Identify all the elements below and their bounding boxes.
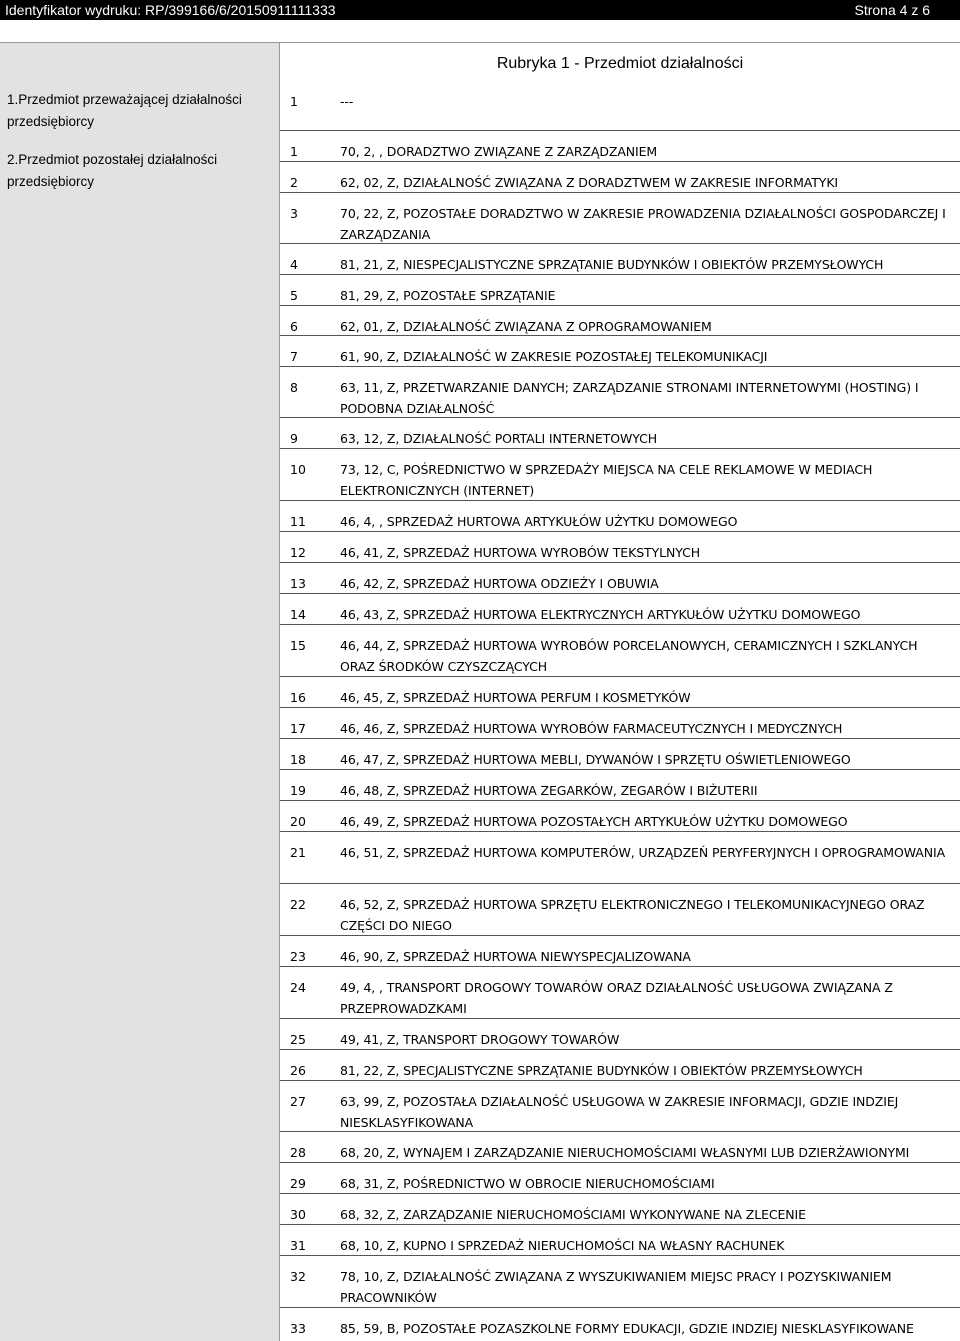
row-text: ---: [340, 94, 354, 109]
row-text: 70, 22, Z, POZOSTAŁE DORADZTWO W ZAKRESIE PROWADZENIA DZIAŁALNOŚCI GOSPODARCZEJ I ZARZĄDZANIA: [340, 206, 946, 242]
row-text: 46, 44, Z, SPRZEDAŻ HURTOWA WYROBÓW PORCELANOWYCH, CERAMICZNYCH I SZKLANYCH ORAZ ŚRODKÓW CZYSZCZĄCYCH: [340, 638, 918, 674]
section-other-activities-label: 2.Przedmiot pozostałej działalności przedsiębiorcy: [7, 152, 218, 189]
rubric-title: Rubryka 1 - Przedmiot działalności: [496, 55, 744, 72]
row-text: 63, 12, Z, DZIAŁALNOŚĆ PORTALI INTERNETOWYCH: [340, 431, 658, 446]
row-divider: [280, 707, 960, 708]
row-number: 12: [290, 545, 306, 560]
row-text: 85, 59, B, POZOSTAŁE POZASZKOLNE FORMY EDUKACJI, GDZIE INDZIEJ NIESKLASYFIKOWANE: [340, 1321, 914, 1336]
row-number: 31: [290, 1238, 306, 1253]
row-number: 20: [290, 814, 306, 829]
row-number: 11: [290, 514, 306, 529]
row-text: 68, 10, Z, KUPNO I SPRZEDAŻ NIERUCHOMOŚCI NA WŁASNY RACHUNEK: [340, 1238, 785, 1253]
row-text: 62, 01, Z, DZIAŁALNOŚĆ ZWIĄZANA Z OPROGRAMOWANIEM: [340, 319, 712, 334]
print-header: [0, 0, 960, 20]
row-divider: [280, 448, 960, 449]
row-text: 62, 02, Z, DZIAŁALNOŚĆ ZWIĄZANA Z DORADZTWEM W ZAKRESIE INFORMATYKI: [340, 175, 839, 190]
row-number: 27: [290, 1094, 306, 1109]
row-number: 15: [290, 638, 306, 653]
row-divider: [280, 531, 960, 532]
row-text: 81, 21, Z, NIESPECJALISTYCZNE SPRZĄTANIE BUDYNKÓW I OBIEKTÓW PRZEMYSŁOWYCH: [340, 257, 884, 272]
row-divider: [280, 417, 960, 418]
activity-content: [280, 42, 960, 1341]
row-number: 17: [290, 721, 306, 736]
row-divider: [280, 831, 960, 832]
row-divider: [280, 366, 960, 367]
row-number: 23: [290, 949, 306, 964]
row-text: 46, 4, , SPRZEDAŻ HURTOWA ARTYKUŁÓW UŻYTKU DOMOWEGO: [340, 514, 738, 529]
row-divider: [280, 800, 960, 801]
row-text: 73, 12, C, POŚREDNICTWO W SPRZEDAŻY MIEJSCA NA CELE REKLAMOWE W MEDIACH ELEKTRONICZNYCH (INTERNET): [340, 462, 873, 498]
row-number: 8: [290, 380, 298, 395]
row-text: 46, 47, Z, SPRZEDAŻ HURTOWA MEBLI, DYWANÓW I SPRZĘTU OŚWIETLENIOWEGO: [340, 752, 851, 767]
row-divider: [280, 335, 960, 336]
row-number: 24: [290, 980, 306, 995]
row-divider: [280, 883, 960, 884]
row-text: 49, 4, , TRANSPORT DROGOWY TOWARÓW ORAZ DZIAŁALNOŚĆ USŁUGOWA ZWIĄZANA Z PRZEPROWADZKAMI: [340, 980, 893, 1016]
row-text: 46, 43, Z, SPRZEDAŻ HURTOWA ELEKTRYCZNYCH ARTYKUŁÓW UŻYTKU DOMOWEGO: [340, 607, 861, 622]
row-text: 46, 45, Z, SPRZEDAŻ HURTOWA PERFUM I KOSMETYKÓW: [340, 690, 691, 705]
section-sidebar: [0, 42, 280, 1341]
row-text: 68, 32, Z, ZARZĄDZANIE NIERUCHOMOŚCIAMI WYKONYWANE NA ZLECENIE: [340, 1207, 806, 1222]
row-number: 1: [290, 94, 298, 109]
row-number: 9: [290, 431, 298, 446]
row-text: 63, 11, Z, PRZETWARZANIE DANYCH; ZARZĄDZANIE STRONAMI INTERNETOWYMI (HOSTING) I PODOBNA DZIAŁALNOŚĆ: [340, 380, 919, 416]
row-divider: [280, 935, 960, 936]
row-text: 46, 90, Z, SPRZEDAŻ HURTOWA NIEWYSPECJALIZOWANA: [340, 949, 691, 964]
row-number: 1: [290, 144, 298, 159]
row-number: 18: [290, 752, 306, 767]
row-divider: [280, 593, 960, 594]
row-number: 19: [290, 783, 306, 798]
row-number: 4: [290, 257, 298, 272]
row-number: 6: [290, 319, 298, 334]
row-divider: [280, 1255, 960, 1256]
row-divider: [280, 130, 960, 131]
row-text: 46, 48, Z, SPRZEDAŻ HURTOWA ZEGARKÓW, ZEGARÓW I BIŻUTERII: [340, 783, 758, 798]
row-number: 10: [290, 462, 306, 477]
row-divider: [280, 1162, 960, 1163]
row-number: 7: [290, 349, 298, 364]
row-divider: [280, 562, 960, 563]
row-text: 46, 51, Z, SPRZEDAŻ HURTOWA KOMPUTERÓW, URZĄDZEŃ PERYFERYJNYCH I OPROGRAMOWANIA: [340, 845, 946, 860]
row-text: 70, 2, , DORADZTWO ZWIĄZANE Z ZARZĄDZANIEM: [340, 144, 658, 159]
row-divider: [280, 1018, 960, 1019]
row-text: 46, 49, Z, SPRZEDAŻ HURTOWA POZOSTAŁYCH ARTYKUŁÓW UŻYTKU DOMOWEGO: [340, 814, 848, 829]
row-divider: [280, 243, 960, 244]
row-number: 2: [290, 175, 298, 190]
row-divider: [280, 769, 960, 770]
row-divider: [280, 676, 960, 677]
row-text: 46, 41, Z, SPRZEDAŻ HURTOWA WYROBÓW TEKSTYLNYCH: [340, 545, 701, 560]
row-divider: [280, 192, 960, 193]
row-text: 46, 46, Z, SPRZEDAŻ HURTOWA WYROBÓW FARMACEUTYCZNYCH I MEDYCZNYCH: [340, 721, 843, 736]
row-text: 68, 31, Z, POŚREDNICTWO W OBROCIE NIERUCHOMOŚCIAMI: [340, 1176, 715, 1191]
row-text: 46, 42, Z, SPRZEDAŻ HURTOWA ODZIEŻY I OBUWIA: [340, 576, 659, 591]
row-divider: [280, 624, 960, 625]
row-number: 22: [290, 897, 306, 912]
print-identifier: Identyfikator wydruku: RP/399166/6/20150911111333: [5, 2, 336, 18]
page-number: Strona 4 z 6: [854, 2, 930, 18]
row-number: 14: [290, 607, 306, 622]
row-divider: [280, 1224, 960, 1225]
row-number: 25: [290, 1032, 306, 1047]
row-divider: [280, 305, 960, 306]
row-number: 28: [290, 1145, 306, 1160]
row-text: 49, 41, Z, TRANSPORT DROGOWY TOWARÓW: [340, 1032, 620, 1047]
row-text: 78, 10, Z, DZIAŁALNOŚĆ ZWIĄZANA Z WYSZUKIWANIEM MIEJSC PRACY I POZYSKIWANIEM PRACOWNIKÓW: [340, 1269, 892, 1305]
row-divider: [280, 274, 960, 275]
row-number: 21: [290, 845, 306, 860]
row-divider: [280, 161, 960, 162]
row-number: 16: [290, 690, 306, 705]
row-number: 26: [290, 1063, 306, 1078]
row-divider: [280, 500, 960, 501]
row-divider: [280, 1049, 960, 1050]
row-divider: [280, 1193, 960, 1194]
row-number: 30: [290, 1207, 306, 1222]
row-text: 81, 29, Z, POZOSTAŁE SPRZĄTANIE: [340, 288, 556, 303]
row-number: 5: [290, 288, 298, 303]
row-divider: [280, 1307, 960, 1308]
row-divider: [280, 1080, 960, 1081]
row-text: 68, 20, Z, WYNAJEM I ZARZĄDZANIE NIERUCHOMOŚCIAMI WŁASNYMI LUB DZIERŻAWIONYMI: [340, 1145, 910, 1160]
row-number: 13: [290, 576, 306, 591]
section-main-activity-label: 1.Przedmiot przeważającej działalności przedsiębiorcy: [7, 92, 242, 129]
row-text: 63, 99, Z, POZOSTAŁA DZIAŁALNOŚĆ USŁUGOWA W ZAKRESIE INFORMACJI, GDZIE INDZIEJ NIESKLASYFIKOWANA: [340, 1094, 899, 1130]
row-text: 61, 90, Z, DZIAŁALNOŚĆ W ZAKRESIE POZOSTAŁEJ TELEKOMUNIKACJI: [340, 349, 768, 364]
row-text: 81, 22, Z, SPECJALISTYCZNE SPRZĄTANIE BUDYNKÓW I OBIEKTÓW PRZEMYSŁOWYCH: [340, 1063, 863, 1078]
row-number: 3: [290, 206, 298, 221]
row-divider: [280, 966, 960, 967]
row-divider: [280, 738, 960, 739]
row-text: 46, 52, Z, SPRZEDAŻ HURTOWA SPRZĘTU ELEKTRONICZNEGO I TELEKOMUNIKACYJNEGO ORAZ CZĘŚCI DO NIEGO: [340, 897, 925, 933]
row-divider: [280, 1131, 960, 1132]
row-number: 33: [290, 1321, 306, 1336]
row-number: 29: [290, 1176, 306, 1191]
row-number: 32: [290, 1269, 306, 1284]
